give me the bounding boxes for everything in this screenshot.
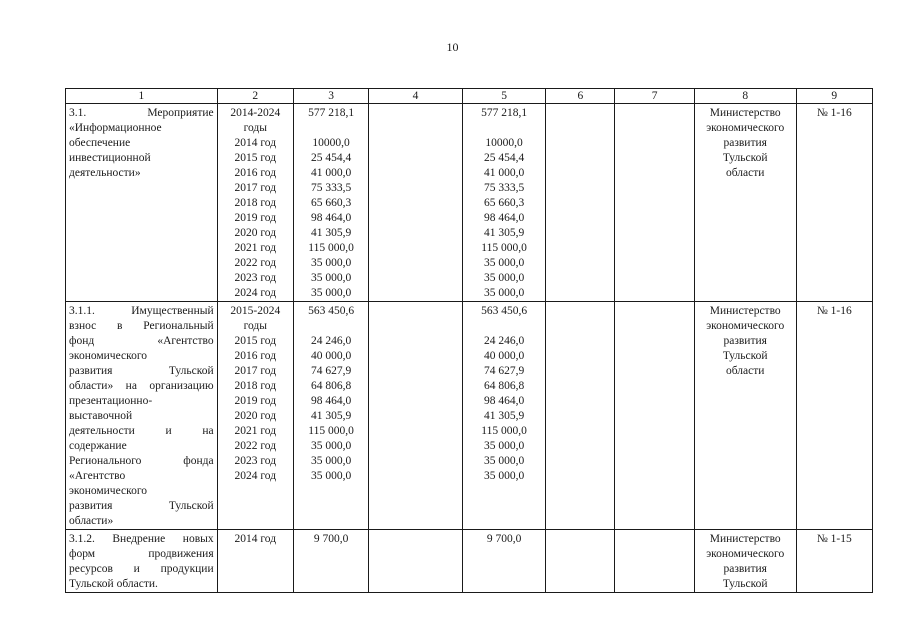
column-header-6: 6 [546,89,615,104]
column-header-1: 1 [66,89,218,104]
year-label: 2022 год [234,257,277,269]
year-amount: 35 000,0 [483,455,525,467]
municipal-amount-cell [546,302,615,530]
year-label: 2019 год [234,395,277,407]
activity-name-cell [66,302,218,530]
activity-name-line: содержание [69,440,127,452]
year-amount: 10000,0 [485,137,523,149]
activity-name-line: обеспечение [69,137,131,149]
year-amount: 74 627,9 [483,365,525,377]
activity-name-line: фонд «Агентство [69,335,214,347]
column-header-4: 4 [369,89,463,104]
year-label: 2017 год [234,365,277,377]
responsible-line: Министерство [709,305,781,317]
year-label: 2018 год [234,380,277,392]
year-amount: 115 000,0 [308,242,354,254]
extrabudget-amount-cell [615,302,694,530]
activity-name-cell [66,530,218,593]
extrabudget-amount-cell [615,104,694,302]
activity-name-line: 3.1.2. Внедрение новых [69,533,214,545]
activity-name-line: «Информационное [69,122,162,134]
page-number: 10 [446,40,459,54]
spacer [297,319,365,334]
period-cell [217,302,293,530]
activity-name-line: Тульской области. [69,578,158,590]
year-amount: 41 305,9 [310,227,352,239]
year-amount: 74 627,9 [310,365,352,377]
regional-total: 577 218,1 [481,107,528,119]
year-amount: 41 305,9 [310,410,352,422]
spacer [466,319,542,334]
year-label: 2015 год [234,335,277,347]
federal-amount-cell [369,302,463,530]
year-amount: 75 333,5 [483,182,525,194]
federal-amount-cell [369,104,463,302]
activity-name-line: инвестиционной [69,152,151,164]
extrabudget-amount-cell [615,530,694,593]
year-amount: 24 246,0 [310,335,352,347]
year-amount: 35 000,0 [310,257,352,269]
year-label: 2020 год [234,227,277,239]
indicator-cell: № 1-16 [796,302,872,530]
year-label: 2019 год [234,212,277,224]
total-amount-cell [293,104,368,302]
column-header-3: 3 [293,89,368,104]
year-amount: 115 000,0 [308,425,354,437]
year-amount: 35 000,0 [310,455,352,467]
year-amount: 35 000,0 [310,272,352,284]
activity-name-line: выставочной [69,410,133,422]
year-amount: 40 000,0 [483,350,525,362]
responsible-line: Тульской [722,578,768,590]
period-cell [217,530,293,593]
year-amount: 115 000,0 [481,242,527,254]
year-amount: 41 305,9 [483,410,525,422]
year-amount: 75 333,5 [310,182,352,194]
activity-name-line: развития Тульской [69,365,214,377]
regional-amount-cell [462,530,545,593]
year-amount: 35 000,0 [310,287,352,299]
period-range: 2014-2024 [230,107,281,119]
responsible-line: экономического [706,320,785,332]
responsible-line: Министерство [709,107,781,119]
activity-name-line: экономического [69,350,148,362]
responsible-cell [694,530,796,593]
responsible-line: области [725,365,765,377]
period-range: 2015-2024 [230,305,281,317]
year-amount: 10000,0 [312,137,350,149]
activity-name-line: деятельности и на [69,425,214,437]
column-header-9: 9 [796,89,872,104]
year-label: 2014 год [234,137,277,149]
year-amount: 24 246,0 [483,335,525,347]
total-amount: 9 700,0 [313,533,349,545]
year-amount: 35 000,0 [483,257,525,269]
total-amount-cell [293,302,368,530]
responsible-line: области [725,167,765,179]
year-amount: 35 000,0 [483,287,525,299]
year-amount: 25 454,4 [483,152,525,164]
year-amount: 64 806,8 [310,380,352,392]
year-amount: 35 000,0 [310,440,352,452]
activity-name-line: форм продвижения [69,548,214,560]
period-suffix: годы [243,122,267,134]
activity-name-cell [66,104,218,302]
year-label: 2021 год [234,242,277,254]
year-amount: 98 464,0 [483,212,525,224]
responsible-line: Тульской [722,152,768,164]
responsible-line: экономического [706,122,785,134]
year-amount: 115 000,0 [481,425,527,437]
municipal-amount-cell [546,104,615,302]
header-row [66,89,873,104]
year-label: 2018 год [234,197,277,209]
year-label: 2016 год [234,167,277,179]
period-suffix: годы [243,320,267,332]
indicator-cell: № 1-15 [796,530,872,593]
year-amount: 65 660,3 [483,197,525,209]
year-amount: 98 464,0 [310,395,352,407]
activity-name-line: 3.1. Мероприятие [69,107,214,119]
year-amount: 35 000,0 [483,470,525,482]
year-label: 2023 год [234,272,277,284]
spacer [297,121,365,136]
year-amount: 40 000,0 [310,350,352,362]
regional-total: 563 450,6 [481,305,528,317]
year-label: 2017 год [234,182,277,194]
year-amount: 35 000,0 [483,440,525,452]
responsible-line: Тульской [722,350,768,362]
year-amount: 64 806,8 [483,380,525,392]
regional-amount-cell [462,302,545,530]
financing-table [65,88,873,593]
year-amount: 41 305,9 [483,227,525,239]
year-label: 2020 год [234,410,277,422]
year-label: 2024 год [234,287,277,299]
responsible-cell [694,104,796,302]
total-amount: 577 218,1 [308,107,355,119]
regional-amount-cell [462,104,545,302]
municipal-amount-cell [546,530,615,593]
period-range: 2014 год [234,533,277,545]
year-amount: 98 464,0 [483,395,525,407]
responsible-line: развития [723,563,767,575]
responsible-line: развития [723,335,767,347]
indicator-cell: № 1-16 [796,104,872,302]
year-amount: 35 000,0 [310,470,352,482]
activity-name-line: области» на организацию [69,380,214,392]
activity-name-line: Регионального фонда [69,455,214,467]
year-amount: 98 464,0 [310,212,352,224]
table-row [66,302,873,530]
column-header-7: 7 [615,89,694,104]
year-label: 2024 год [234,470,277,482]
activity-name-line: экономического [69,485,148,497]
activity-name-line: «Агентство [69,470,126,482]
table-row [66,530,873,593]
column-header-5: 5 [462,89,545,104]
year-label: 2016 год [234,350,277,362]
year-amount: 41 000,0 [483,167,525,179]
table-row [66,104,873,302]
year-amount: 35 000,0 [483,272,525,284]
responsible-line: Министерство [709,533,781,545]
responsible-line: развития [723,137,767,149]
total-amount-cell [293,530,368,593]
year-amount: 25 454,4 [310,152,352,164]
activity-name-line: развития Тульской [69,500,214,512]
year-label: 2022 год [234,440,277,452]
federal-amount-cell [369,530,463,593]
responsible-line: экономического [706,548,785,560]
activity-name-line: презентационно- [69,395,153,407]
activity-name-line: деятельности» [69,167,141,179]
activity-name-line: 3.1.1. Имущественный [69,305,214,317]
year-amount: 65 660,3 [310,197,352,209]
activity-name-line: взнос в Региональный [69,320,214,332]
regional-total: 9 700,0 [486,533,522,545]
column-header-2: 2 [217,89,293,104]
year-label: 2021 год [234,425,277,437]
total-amount: 563 450,6 [308,305,355,317]
activity-name-line: области» [69,515,114,527]
column-header-8: 8 [694,89,796,104]
year-label: 2015 год [234,152,277,164]
activity-name-line: ресурсов и продукции [69,563,214,575]
period-cell [217,104,293,302]
responsible-cell [694,302,796,530]
spacer [466,121,542,136]
year-amount: 41 000,0 [310,167,352,179]
year-label: 2023 год [234,455,277,467]
